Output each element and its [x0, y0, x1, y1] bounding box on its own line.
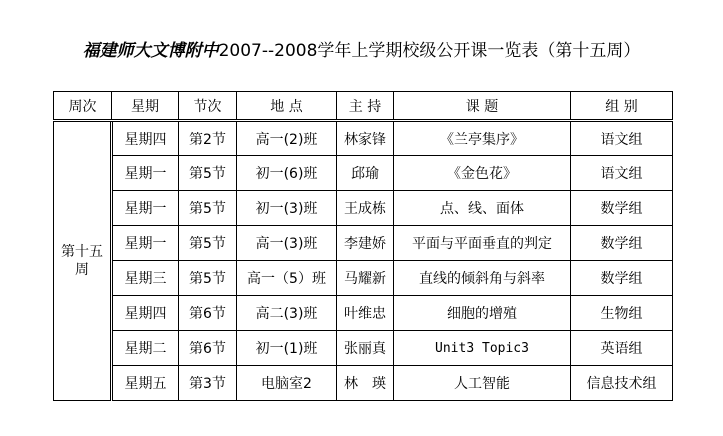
title-text: 2007--2008学年上学期校级公开课一览表（第十五周） [218, 41, 641, 61]
header-location: 地 点 [237, 92, 337, 121]
cell-group: 英语组 [571, 331, 673, 366]
table-row [54, 331, 673, 366]
cell-topic: 平面与平面垂直的判定 [394, 226, 571, 261]
cell-location: 电脑室2 [237, 366, 337, 401]
table-row [54, 156, 673, 191]
cell-location: 高一（5）班 [237, 261, 337, 296]
table-row [54, 296, 673, 331]
cell-host: 林 瑛 [337, 366, 394, 401]
page-title [0, 36, 723, 61]
cell-location: 高一(3)班 [237, 226, 337, 261]
header-period: 节次 [179, 92, 237, 121]
cell-day: 星期一 [112, 226, 179, 261]
cell-location: 高一(2)班 [237, 121, 337, 156]
cell-group: 数学组 [571, 261, 673, 296]
cell-day: 星期四 [112, 121, 179, 156]
header-topic: 课 题 [394, 92, 571, 121]
cell-period: 第6节 [179, 296, 237, 331]
cell-day: 星期一 [112, 191, 179, 226]
cell-location: 高二(3)班 [237, 296, 337, 331]
cell-location: 初一(6)班 [237, 156, 337, 191]
cell-topic: Unit3 Topic3 [394, 331, 571, 366]
cell-period: 第5节 [179, 261, 237, 296]
cell-day: 星期一 [112, 156, 179, 191]
week-cell [54, 121, 112, 401]
cell-host: 叶维忠 [337, 296, 394, 331]
table-row [54, 366, 673, 401]
cell-topic: 直线的倾斜角与斜率 [394, 261, 571, 296]
cell-topic: 细胞的增殖 [394, 296, 571, 331]
cell-group: 生物组 [571, 296, 673, 331]
cell-topic: 《金色花》 [394, 156, 571, 191]
cell-host: 李建娇 [337, 226, 394, 261]
cell-day: 星期三 [112, 261, 179, 296]
cell-group: 数学组 [571, 226, 673, 261]
cell-period: 第6节 [179, 331, 237, 366]
cell-topic: 点、线、面体 [394, 191, 571, 226]
table-row [54, 261, 673, 296]
week-label-line2: 周 [75, 262, 89, 278]
cell-host: 马耀新 [337, 261, 394, 296]
table-row [54, 226, 673, 261]
cell-location: 初一(1)班 [237, 331, 337, 366]
cell-host: 张丽真 [337, 331, 394, 366]
cell-group: 语文组 [571, 156, 673, 191]
header-day: 星期 [112, 92, 179, 121]
cell-period: 第5节 [179, 226, 237, 261]
cell-period: 第3节 [179, 366, 237, 401]
schedule-table [53, 91, 673, 401]
week-label-line1: 第十五 [61, 244, 103, 260]
cell-period: 第5节 [179, 156, 237, 191]
cell-location: 初一(3)班 [237, 191, 337, 226]
cell-group: 语文组 [571, 121, 673, 156]
cell-day: 星期五 [112, 366, 179, 401]
header-group: 组 别 [571, 92, 673, 121]
cell-day: 星期二 [112, 331, 179, 366]
cell-host: 林家锋 [337, 121, 394, 156]
cell-group: 数学组 [571, 191, 673, 226]
header-week: 周次 [54, 92, 112, 121]
table-row [54, 121, 673, 156]
cell-group: 信息技术组 [571, 366, 673, 401]
header-row [54, 92, 673, 121]
cell-host: 王成栋 [337, 191, 394, 226]
cell-topic: 人工智能 [394, 366, 571, 401]
cell-period: 第2节 [179, 121, 237, 156]
cell-topic: 《兰亭集序》 [394, 121, 571, 156]
cell-period: 第5节 [179, 191, 237, 226]
cell-day: 星期四 [112, 296, 179, 331]
school-name: 福建师大文博附中 [82, 41, 219, 61]
cell-host: 邱瑜 [337, 156, 394, 191]
table-row [54, 191, 673, 226]
header-host: 主 持 [337, 92, 394, 121]
